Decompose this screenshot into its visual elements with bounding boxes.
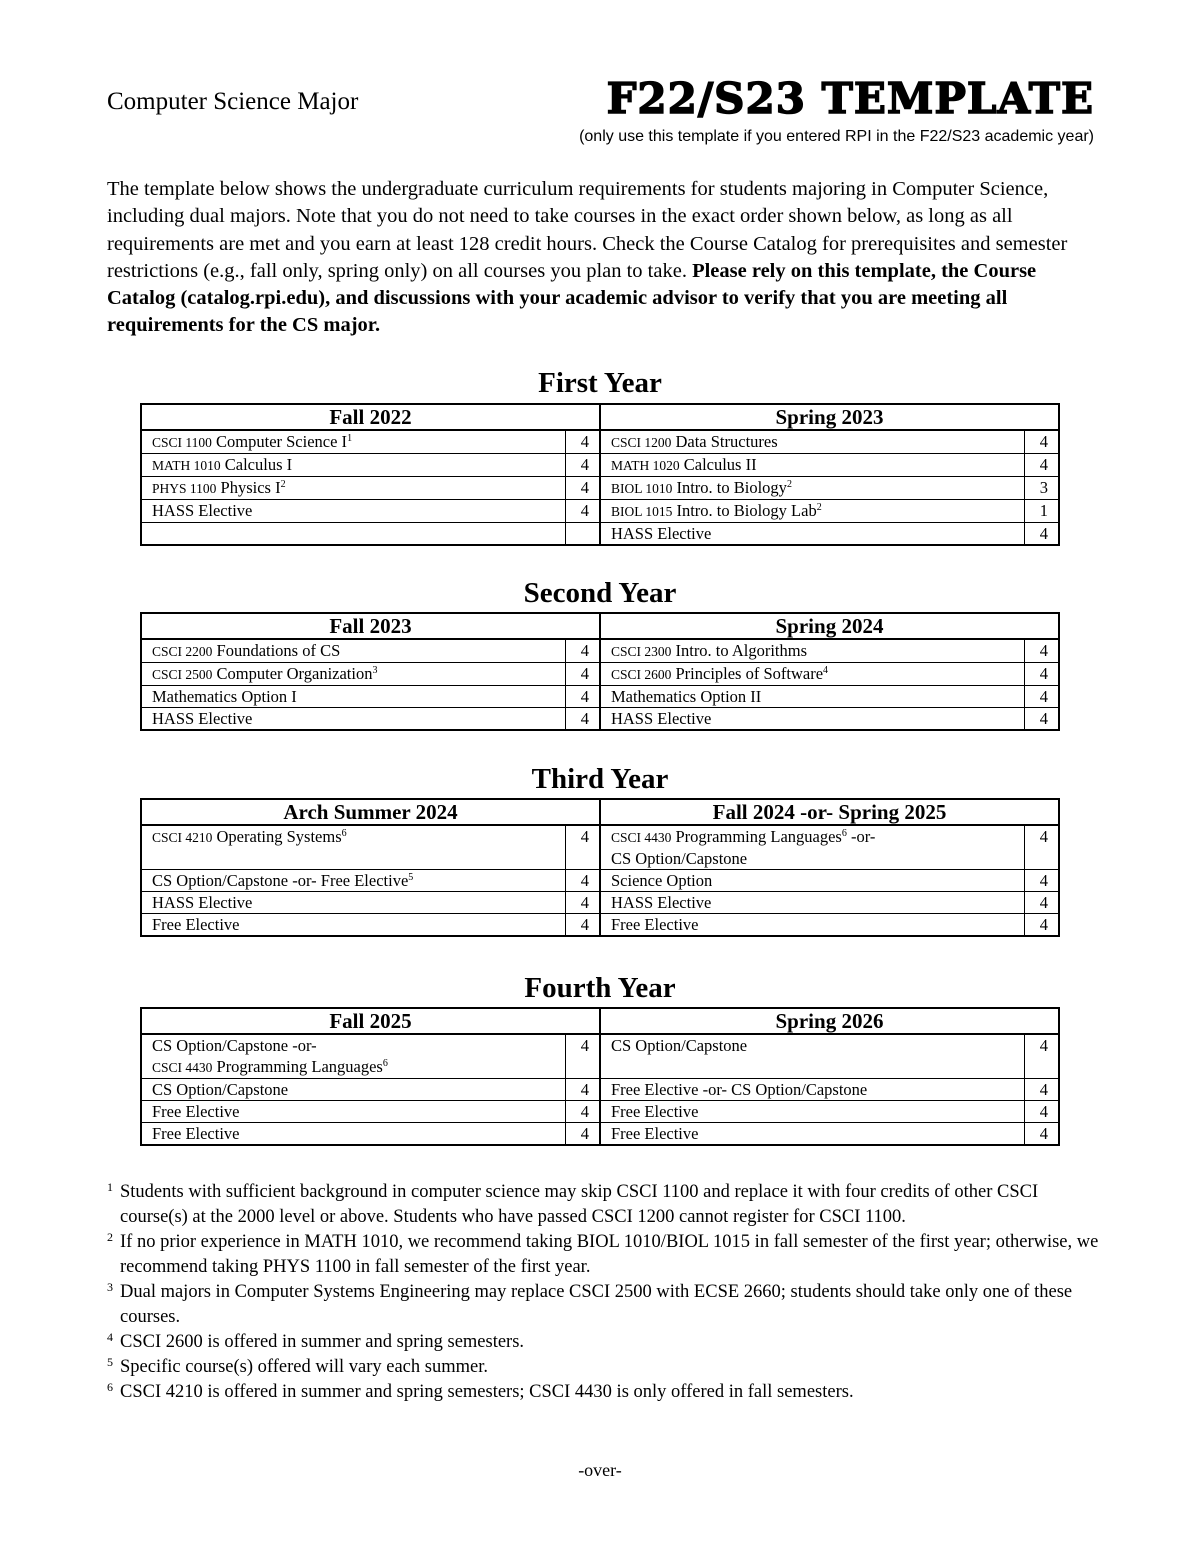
footnote-mark: 6 [107,1380,113,1394]
course-cell [600,1101,1025,1123]
course-cell [600,500,1025,523]
course-code: CSCI 4430 [610,830,672,845]
course-name: HASS Elective [152,893,253,912]
footnote-mark: 3 [107,1280,113,1294]
course-row [141,825,1059,870]
course-row [141,639,1059,663]
course-code: MATH 1010 [152,458,221,473]
credits-cell: 4 [1025,892,1059,914]
footnote-ref: 2 [280,479,286,490]
footnote [107,1380,1107,1405]
footnote-ref: 4 [823,665,829,676]
credits-cell: 1 [1025,500,1059,523]
year-heading: Second Year [523,577,677,609]
credits-cell: 4 [566,1079,600,1101]
course-row [141,892,1059,914]
credits-cell: 4 [1025,663,1059,686]
course-row [141,1034,1059,1079]
credits-cell: 4 [1025,1079,1059,1101]
credits-cell: 4 [566,1123,600,1146]
footnote-ref: 6 [382,1058,388,1069]
course-name: Programming Languages [212,1057,383,1076]
course-note: -or- [846,827,876,846]
course-code: CSCI 2200 [152,644,213,659]
course-name: HASS Elective [152,501,253,520]
course-cell [141,1034,566,1079]
credits-cell: 4 [1025,1101,1059,1123]
credits-cell: 4 [566,892,600,914]
course-row [141,870,1059,892]
template-note: (only use this template if you entered RPI in the F22/S23 academic year) [579,128,1094,145]
footnote [107,1230,1107,1280]
footnote-ref: 2 [786,479,792,490]
credits-cell: 4 [1025,1034,1059,1079]
course-cell [141,825,566,870]
course-name: Operating Systems [212,827,342,846]
course-name: Physics I [216,478,281,497]
course-code: BIOL 1015 [610,504,673,519]
template-title: F22/S23 TEMPLATE [606,74,1094,123]
course-cell [600,1079,1025,1101]
intro-text: The template below shows the undergraduate curriculum requirements for students majoring in Computer Science, including dual majors. Note that you do not need to take courses in the exact order shown below, as long as all requirements are met and you earn at least 128 credit hours. Check the Course Catalog for prerequisites and semester restrictions (e.g., fall only, spring only) on all courses you plan to take. [107,178,1068,282]
course-cell [600,825,1025,870]
credits-cell: 4 [566,430,600,454]
footnote-ref: 1 [347,433,353,444]
course-cell [600,523,1025,546]
credits-cell: 4 [1025,639,1059,663]
credits-cell: 4 [566,708,600,731]
course-cell [600,1034,1025,1079]
course-cell [600,686,1025,708]
course-name: Free Elective [152,1102,240,1121]
course-cell [141,500,566,523]
course-code: CSCI 4430 [152,1060,213,1075]
credits-cell: 4 [566,870,600,892]
course-name: Free Elective -or- CS Option/Capstone [610,1080,868,1099]
credits-cell [566,523,600,546]
course-name: Programming Languages [671,827,842,846]
course-cell [141,870,566,892]
year-table [140,798,1060,937]
course-cell [600,430,1025,454]
major-title: Computer Science Major [107,88,359,115]
footnote-mark: 4 [107,1330,113,1344]
term-header: Spring 2023 [600,404,1059,430]
course-cell [141,892,566,914]
course-cell [600,454,1025,477]
course-cell [600,870,1025,892]
course-code: CSCI 2600 [610,667,672,682]
course-cell [141,454,566,477]
course-name: Mathematics Option II [610,687,762,706]
footnotes [107,1180,1107,1405]
course-code: MATH 1020 [610,458,680,473]
course-row [141,708,1059,731]
footnote-mark: 2 [107,1230,113,1244]
term-header: Fall 2023 [141,613,600,639]
term-header: Spring 2026 [600,1008,1059,1034]
course-name: Calculus I [220,455,293,474]
course-name: HASS Elective [152,709,253,728]
credits-cell: 4 [1025,708,1059,731]
credits-cell: 4 [566,825,600,870]
course-name: Mathematics Option I [152,687,297,706]
footnote-ref: 5 [408,872,414,883]
course-name: CS Option/Capstone [610,849,748,868]
term-header: Arch Summer 2024 [141,799,600,825]
course-name: HASS Elective [610,893,712,912]
course-cell [141,430,566,454]
credits-cell: 4 [566,477,600,500]
footnote [107,1180,1107,1230]
credits-cell: 4 [566,1101,600,1123]
course-name: Science Option [610,871,713,890]
footnote-mark: 5 [107,1355,113,1369]
course-row [141,1123,1059,1146]
footnote [107,1330,1107,1355]
credits-cell: 4 [1025,454,1059,477]
course-name: CS Option/Capstone -or- Free Elective [152,871,409,890]
credits-cell: 4 [566,914,600,937]
footnote-text: CSCI 4210 is offered in summer and spring semesters; CSCI 4430 is only offered in fall semesters. [120,1382,854,1402]
credits-cell: 4 [566,500,600,523]
credits-cell: 4 [1025,1123,1059,1146]
course-row [141,663,1059,686]
credits-cell: 4 [1025,523,1059,546]
course-row [141,477,1059,500]
credits-cell: 4 [566,1034,600,1079]
course-row [141,500,1059,523]
course-name: HASS Elective [610,709,712,728]
course-name: HASS Elective [610,524,712,543]
footnote-text: Students with sufficient background in computer science may skip CSCI 1100 and replace it with four credits of other CSCI course(s) at the 2000 level or above. Students who have passed CSCI 1200 cannot register for CSCI 1100. [120,1182,1039,1227]
year-heading: Fourth Year [524,972,676,1004]
course-cell [141,686,566,708]
course-row [141,1079,1059,1101]
term-header: Spring 2024 [600,613,1059,639]
course-row [141,1101,1059,1123]
course-cell [600,663,1025,686]
year-table [140,403,1060,546]
credits-cell: 4 [1025,686,1059,708]
course-row [141,454,1059,477]
course-code: CSCI 1100 [152,435,212,450]
footnote-text: If no prior experience in MATH 1010, we recommend taking BIOL 1010/BIOL 1015 in fall semester of the first year; otherwise, we recommend taking PHYS 1100 in fall semester of the first year. [120,1232,1099,1277]
course-code: CSCI 1200 [610,435,672,450]
course-cell [600,892,1025,914]
course-row [141,523,1059,546]
footnote [107,1280,1107,1330]
credits-cell: 3 [1025,477,1059,500]
footnote-ref: 6 [341,828,347,839]
course-cell [141,708,566,731]
course-cell [600,639,1025,663]
course-cell [141,523,566,546]
credits-cell: 4 [1025,430,1059,454]
course-name: CS Option/Capstone -or- [152,1036,317,1055]
credits-cell: 4 [566,686,600,708]
term-header: Fall 2022 [141,404,600,430]
footnote-text: CSCI 2600 is offered in summer and spring semesters. [120,1332,525,1352]
footnote [107,1355,1107,1380]
credits-cell: 4 [566,639,600,663]
course-row [141,430,1059,454]
course-name: Free Elective [610,915,699,934]
course-name: Free Elective [610,1124,699,1143]
course-cell [600,914,1025,937]
course-name: Intro. to Algorithms [671,641,808,660]
course-code: BIOL 1010 [610,481,673,496]
course-name: Free Elective [610,1102,699,1121]
course-name: Intro. to Biology Lab [672,501,817,520]
course-cell [141,914,566,937]
course-cell [600,708,1025,731]
course-name: CS Option/Capstone [610,1036,748,1055]
course-name: Calculus II [679,455,757,474]
course-cell [141,1079,566,1101]
course-name: CS Option/Capstone [152,1080,289,1099]
course-name: Computer Science I [211,432,348,451]
footnote-text: Specific course(s) offered will vary each summer. [120,1357,488,1377]
intro-bold-text: Please rely on this template, the Course Catalog (catalog.rpi.edu), and discussions with your academic advisor to verify that you are meeting all requirements for the CS major. [107,259,1037,337]
course-cell [141,663,566,686]
credits-cell: 4 [566,454,600,477]
course-cell [141,477,566,500]
year-table [140,612,1060,731]
year-heading: First Year [538,367,662,399]
term-header: Fall 2024 -or- Spring 2025 [600,799,1059,825]
course-code: PHYS 1100 [152,481,217,496]
year-table [140,1007,1060,1146]
over-label: -over- [578,1460,622,1480]
course-row [141,914,1059,937]
course-name: Foundations of CS [212,641,341,660]
year-heading: Third Year [531,763,669,795]
course-name: Principles of Software [671,664,824,683]
course-cell [600,477,1025,500]
footnote-ref: 2 [816,502,822,513]
footnote-mark: 1 [107,1180,113,1194]
course-cell [141,1101,566,1123]
course-name: Free Elective [152,915,240,934]
course-name: Intro. to Biology [672,478,787,497]
course-name: Computer Organization [212,664,373,683]
course-name: Data Structures [671,432,778,451]
footnote-ref: 3 [372,665,378,676]
footnote-ref: 6 [841,828,847,839]
course-name: Free Elective [152,1124,240,1143]
credits-cell: 4 [1025,914,1059,937]
course-cell [141,1123,566,1146]
term-header: Fall 2025 [141,1008,600,1034]
course-code: CSCI 2500 [152,667,213,682]
course-code: CSCI 4210 [152,830,213,845]
course-cell [141,639,566,663]
course-row [141,686,1059,708]
intro-paragraph [107,176,1103,340]
footnote-text: Dual majors in Computer Systems Engineering may replace CSCI 2500 with ECSE 2660; students should take only one of these courses. [120,1282,1073,1327]
credits-cell: 4 [1025,870,1059,892]
course-code: CSCI 2300 [610,644,672,659]
credits-cell: 4 [566,663,600,686]
credits-cell: 4 [1025,825,1059,870]
course-cell [600,1123,1025,1146]
